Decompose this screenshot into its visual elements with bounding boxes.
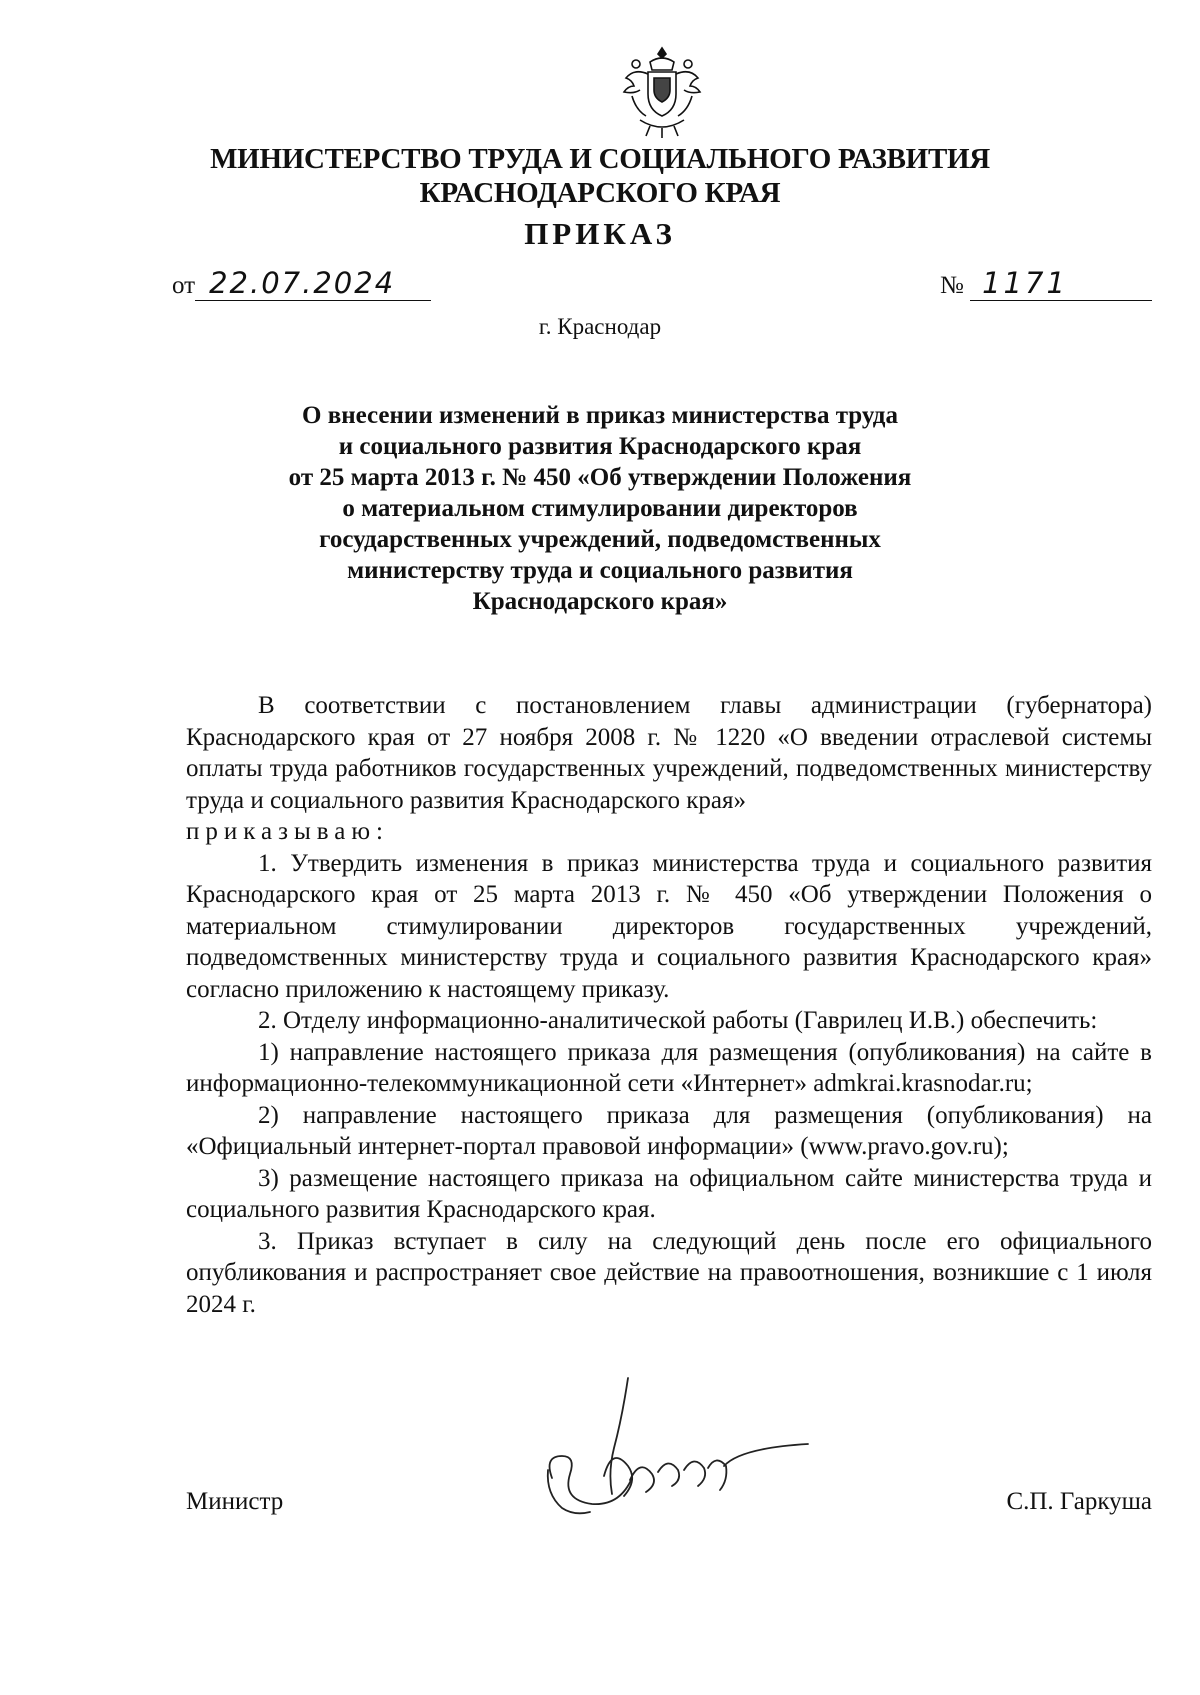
ministry-line-2: КРАСНОДАРСКОГО КРАЯ xyxy=(419,177,781,209)
preamble: В соответствии с постановлением главы администрации (губернатора) Краснодарского края от 27 ноября 2008 г. № 1220 «О введении отраслевой системы оплаты труда работников государственных учреждений, подведомственных министерству труда и социального развития Краснодарского края» xyxy=(186,692,1152,814)
city: г. Краснодар xyxy=(538,314,662,339)
subject-line: и социального развития Краснодарского края xyxy=(338,433,862,460)
number-prefix: № xyxy=(940,272,964,299)
item-2: 2. Отделу информационно-аналитической работы (Гаврилец И.В.) обеспечить: xyxy=(258,1007,1098,1034)
item-3: 3. Приказ вступает в силу на следующий день после его официального опубликования и распространяет свое действие на правоотношения, возникшие с 1 июля 2024 г. xyxy=(186,1227,1152,1318)
subject-line: государственных учреждений, подведомственных xyxy=(319,526,881,553)
item-2-2: 2) направление настоящего приказа для размещения (опубликования) на «Официальный интернет-портал правовой информации» (www.pravo.gov.ru); xyxy=(186,1101,1152,1160)
order-word: приказываю: xyxy=(186,818,389,845)
subject-line: Краснодарского края» xyxy=(472,588,728,615)
handwritten-signature xyxy=(518,1370,818,1540)
item-2-1: 1) направление настоящего приказа для размещения (опубликования) на сайте в информационно-телекоммуникационной сети «Интернет» admkrai.krasnodar.ru; xyxy=(186,1038,1152,1097)
signatory-title: Министр xyxy=(186,1488,284,1515)
ministry-name xyxy=(0,142,1200,210)
date-prefix: от xyxy=(172,272,196,299)
date-value: 22.07.2024 xyxy=(195,266,431,301)
signatory-name: С.П. Гаркуша xyxy=(1006,1488,1152,1515)
order-subject xyxy=(0,400,1200,617)
subject-line: О внесении изменений в приказ министерства труда xyxy=(302,402,898,429)
subject-line: о материальном стимулировании директоров xyxy=(342,495,858,522)
order-body xyxy=(186,690,1152,1320)
coat-of-arms-icon xyxy=(620,44,704,140)
date-field xyxy=(172,266,431,301)
number-field xyxy=(940,266,1152,301)
document-type: ПРИКАЗ xyxy=(524,216,676,251)
subject-line: от 25 марта 2013 г. № 450 «Об утверждении Положения xyxy=(288,464,912,491)
number-value: 1171 xyxy=(970,266,1152,301)
ministry-line-1: МИНИСТЕРСТВО ТРУДА И СОЦИАЛЬНОГО РАЗВИТИЯ xyxy=(210,143,990,175)
item-2-3: 3) размещение настоящего приказа на официальном сайте министерства труда и социального развития Краснодарского края. xyxy=(186,1164,1152,1223)
item-1: 1. Утвердить изменения в приказ министерства труда и социального развития Краснодарского края от 25 марта 2013 г. № 450 «Об утверждении Положения о материальном стимулировании директоров государственных учреждений, подведомственных министерству труда и социального развития Краснодарского края» согласно приложению к настоящему приказу. xyxy=(186,849,1152,1003)
subject-line: министерству труда и социального развития xyxy=(347,557,853,584)
